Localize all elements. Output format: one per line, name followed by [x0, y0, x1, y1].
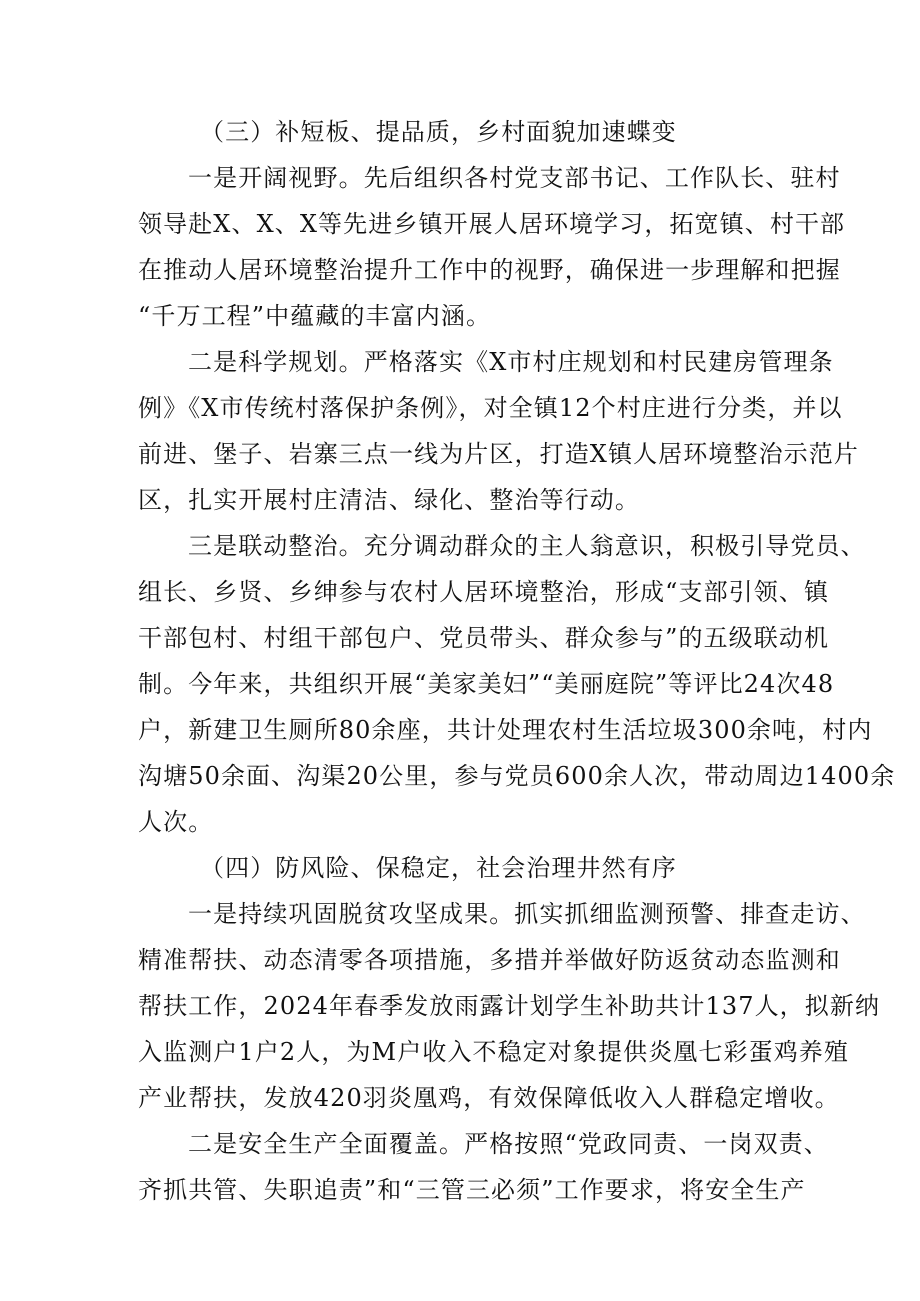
paragraph-line: 组长、乡贤、乡绅参与农村人居环境整治，形成“支部引领、镇 — [138, 578, 830, 606]
section-4-heading: （四）防风险、保稳定，社会治理井然有序 — [200, 854, 677, 882]
section-3-heading: （三）补短板、提品质，乡村面貌加速蝶变 — [200, 118, 677, 146]
paragraph-line: 精准帮扶、动态清零各项措施，多措并举做好防返贫动态监测和 — [138, 946, 841, 974]
paragraph-line: 沟塘50余面、沟渠20公里，参与党员600余人次，带动周边1400余 — [138, 762, 896, 790]
paragraph-line: 例》《X市传统村落保护条例》，对全镇12个村庄进行分类，并以 — [138, 394, 843, 422]
paragraph-line: 人次。 — [138, 808, 214, 836]
paragraph-line: 二是科学规划。严格落实《X市村庄规划和村民建房管理条 — [188, 348, 834, 376]
paragraph-line: 一是持续巩固脱贫攻坚成果。抓实抓细监测预警、排查走访、 — [188, 900, 866, 928]
paragraph-line: 二是安全生产全面覆盖。严格按照“党政同责、一岗双责、 — [188, 1130, 829, 1158]
paragraph-line: 干部包村、村组干部包户、党员带头、群众参与”的五级联动机 — [138, 624, 830, 652]
paragraph-line: 帮扶工作，2024年春季发放雨露计划学生补助共计137人，拟新纳 — [138, 992, 881, 1020]
paragraph-line: 前进、堡子、岩寨三点一线为片区，打造X镇人居环境整治示范片 — [138, 440, 859, 468]
paragraph-line: 在推动人居环境整治提升工作中的视野，确保进一步理解和把握 — [138, 256, 841, 284]
paragraph-line: 户，新建卫生厕所80余座，共计处理农村生活垃圾300余吨，村内 — [138, 716, 873, 744]
paragraph-line: 入监测户1户2人，为M户收入不稳定对象提供炎凰七彩蛋鸡养殖 — [138, 1038, 850, 1066]
paragraph-line: 齐抓共管、失职追责”和“三管三必须”工作要求，将安全生产 — [138, 1176, 806, 1204]
paragraph-line: 领导赴X、X、X等先进乡镇开展人居环境学习，拓宽镇、村干部 — [138, 210, 846, 238]
paragraph-line: 制。今年来，共组织开展“美家美妇”“美丽庭院”等评比24次48 — [138, 670, 835, 698]
paragraph-line: 三是联动整治。充分调动群众的主人翁意识，积极引导党员、 — [188, 532, 866, 560]
paragraph-line: 区，扎实开展村庄清洁、绿化、整治等行动。 — [138, 486, 640, 514]
paragraph-line: 产业帮扶，发放420羽炎凰鸡，有效保障低收入人群稳定增收。 — [138, 1084, 840, 1112]
paragraph-line: “千万工程”中蕴藏的丰富内涵。 — [138, 302, 492, 330]
paragraph-line: 一是开阔视野。先后组织各村党支部书记、工作队长、驻村 — [188, 164, 841, 192]
